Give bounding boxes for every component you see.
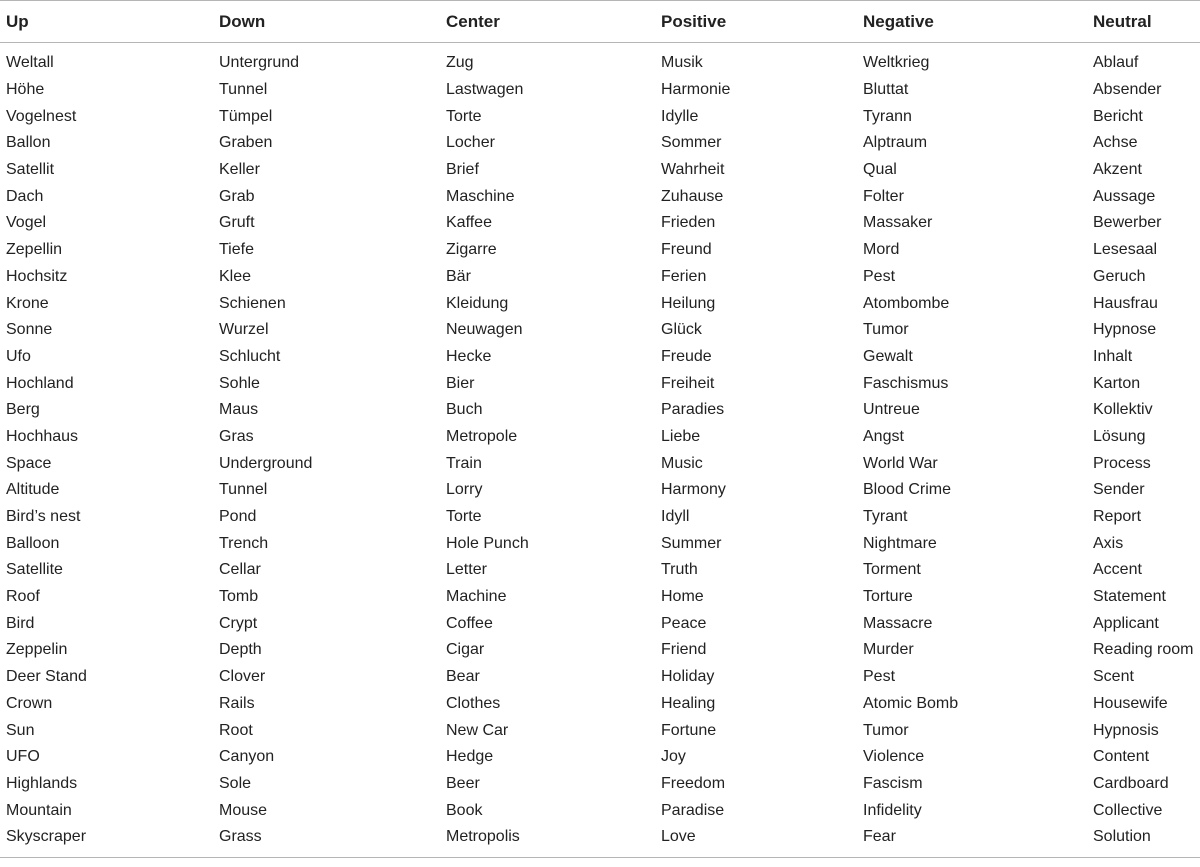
table-cell: World War — [863, 454, 938, 472]
table-cell: Freiheit — [661, 374, 715, 392]
table-cell: Keller — [219, 161, 260, 179]
table-cell: Accent — [1093, 561, 1142, 579]
table-cell: Torment — [863, 561, 921, 579]
table-cell: Maus — [219, 401, 259, 419]
table-cell: Untreue — [863, 401, 920, 419]
table-cell: Pest — [863, 267, 896, 285]
table-cell: Crown — [6, 694, 53, 712]
table-cell: Hausfrau — [1093, 294, 1158, 312]
table-cell: Kleidung — [446, 294, 509, 312]
table-cell: Beer — [446, 774, 480, 792]
table-row — [0, 637, 1200, 664]
table-cell: Lorry — [446, 481, 483, 499]
table-cell: Atomic Bomb — [863, 694, 959, 712]
table-cell: Depth — [219, 641, 262, 659]
table-cell: Zigarre — [446, 241, 497, 259]
table-cell: Absender — [1093, 81, 1162, 99]
table-row — [0, 744, 1200, 771]
table-cell: Berg — [6, 401, 40, 419]
table-row — [0, 610, 1200, 637]
table-cell: Highlands — [6, 774, 78, 792]
table-cell: Idyll — [661, 508, 690, 526]
table-cell: Locher — [446, 134, 495, 152]
table-cell: Hedge — [446, 748, 494, 766]
table-cell: Grab — [219, 187, 255, 205]
table-cell: Summer — [661, 534, 722, 552]
table-cell: Metropole — [446, 427, 518, 445]
table-cell: Blood Crime — [863, 481, 952, 499]
table-cell: Sole — [219, 774, 252, 792]
table-row — [0, 824, 1200, 857]
table-cell: Tyrant — [863, 508, 908, 526]
table-row — [0, 290, 1200, 317]
table-cell: Hochland — [6, 374, 74, 392]
table-row — [0, 717, 1200, 744]
table-cell: Holiday — [661, 668, 715, 686]
table-cell: Liebe — [661, 427, 701, 445]
table-cell: Satellite — [6, 561, 63, 579]
table-row — [0, 530, 1200, 557]
table-cell: Fascism — [863, 774, 923, 792]
table-cell: Mord — [863, 241, 900, 259]
table-cell: Fear — [863, 828, 896, 846]
table-cell: Wurzel — [219, 321, 269, 339]
table-row — [0, 557, 1200, 584]
table-cell: Collective — [1093, 801, 1163, 819]
table-cell: Krone — [6, 294, 49, 312]
table-cell: Tyrann — [863, 107, 912, 125]
table-cell: Qual — [863, 161, 897, 179]
table-cell: Freedom — [661, 774, 726, 792]
table-cell: Housewife — [1093, 694, 1168, 712]
table-cell: Pond — [219, 508, 257, 526]
table-cell: Gruft — [219, 214, 255, 232]
column-header-positive: Positive — [661, 11, 727, 31]
table-cell: Trench — [219, 534, 269, 552]
table-cell: Cellar — [219, 561, 261, 579]
table-cell: Gras — [219, 427, 254, 445]
table-cell: Friend — [661, 641, 707, 659]
table-cell: Joy — [661, 748, 686, 766]
table-row — [0, 397, 1200, 424]
table-cell: Hypnose — [1093, 321, 1157, 339]
table-row — [0, 157, 1200, 184]
table-cell: Machine — [446, 588, 507, 606]
table-cell: Truth — [661, 561, 698, 579]
table-cell: Tümpel — [219, 107, 273, 125]
table-cell: Metropolis — [446, 828, 520, 846]
table-cell: New Car — [446, 721, 509, 739]
table-cell: Nightmare — [863, 534, 937, 552]
table-cell: Brief — [446, 161, 479, 179]
table-cell: Hecke — [446, 347, 492, 365]
table-cell: Infidelity — [863, 801, 922, 819]
table-row — [0, 584, 1200, 611]
table-cell: Lesesaal — [1093, 241, 1158, 259]
table-cell: Bär — [446, 267, 471, 285]
table-row — [0, 43, 1200, 77]
table-cell: Folter — [863, 187, 904, 205]
table-row — [0, 691, 1200, 718]
table-row — [0, 797, 1200, 824]
table-cell: Massacre — [863, 614, 933, 632]
table-cell: Sohle — [219, 374, 260, 392]
table-cell: Harmonie — [661, 81, 731, 99]
table-cell: Ablauf — [1093, 54, 1139, 72]
table-cell: Peace — [661, 614, 707, 632]
table-cell: Dach — [6, 187, 44, 205]
table-cell: Letter — [446, 561, 487, 579]
table-cell: Musik — [661, 54, 703, 72]
table-cell: Deer Stand — [6, 668, 87, 686]
table-cell: Aussage — [1093, 187, 1156, 205]
table-cell: Content — [1093, 748, 1150, 766]
table-cell: Tunnel — [219, 481, 268, 499]
table-cell: Music — [661, 454, 703, 472]
table-cell: Skyscraper — [6, 828, 87, 846]
table-cell: Höhe — [6, 81, 45, 99]
table-cell: Gewalt — [863, 347, 913, 365]
table-cell: Torte — [446, 508, 482, 526]
table-cell: Achse — [1093, 134, 1138, 152]
table-cell: Zuhause — [661, 187, 724, 205]
table-cell: Zepellin — [6, 241, 63, 259]
table-cell: Tumor — [863, 321, 909, 339]
table-cell: Coffee — [446, 614, 493, 632]
table-cell: Untergrund — [219, 54, 300, 72]
table-cell: Underground — [219, 454, 313, 472]
table-cell: Bird’s nest — [6, 508, 81, 526]
table-cell: Tomb — [219, 588, 259, 606]
table-cell: Clover — [219, 668, 266, 686]
table-cell: Process — [1093, 454, 1151, 472]
table-cell: Angst — [863, 427, 904, 445]
table-row — [0, 450, 1200, 477]
table-cell: Grass — [219, 828, 262, 846]
table-cell: Ufo — [6, 347, 31, 365]
table-body — [0, 43, 1200, 858]
table-cell: Freude — [661, 347, 712, 365]
table-cell: Heilung — [661, 294, 716, 312]
table-cell: Fortune — [661, 721, 717, 739]
table-cell: Axis — [1093, 534, 1124, 552]
table-cell: Satellit — [6, 161, 55, 179]
table-cell: Maschine — [446, 187, 515, 205]
column-header-up: Up — [6, 11, 29, 31]
table-cell: Lösung — [1093, 427, 1146, 445]
table-cell: Geruch — [1093, 267, 1146, 285]
table-cell: Bird — [6, 614, 35, 632]
table-cell: Train — [446, 454, 482, 472]
table-cell: Balloon — [6, 534, 60, 552]
table-cell: Report — [1093, 508, 1142, 526]
table-cell: Cigar — [446, 641, 485, 659]
table-cell: Sommer — [661, 134, 722, 152]
table-cell: Bier — [446, 374, 475, 392]
table-row — [0, 477, 1200, 504]
table-row — [0, 130, 1200, 157]
table-cell: Sender — [1093, 481, 1145, 499]
table-cell: Applicant — [1093, 614, 1159, 632]
table-cell: Pest — [863, 668, 896, 686]
table-row — [0, 344, 1200, 371]
table-cell: Tumor — [863, 721, 909, 739]
table-cell: Tunnel — [219, 81, 268, 99]
table-cell: UFO — [6, 748, 40, 766]
table-cell: Hochhaus — [6, 427, 79, 445]
table-cell: Neuwagen — [446, 321, 523, 339]
table-cell: Vogelnest — [6, 107, 77, 125]
table-cell: Zug — [446, 54, 474, 72]
table-cell: Frieden — [661, 214, 716, 232]
table-row — [0, 664, 1200, 691]
table-cell: Violence — [863, 748, 925, 766]
table-row — [0, 771, 1200, 798]
table-row — [0, 237, 1200, 264]
table-cell: Book — [446, 801, 483, 819]
table-row — [0, 504, 1200, 531]
table-cell: Torture — [863, 588, 913, 606]
table-cell: Idylle — [661, 107, 699, 125]
table-cell: Faschismus — [863, 374, 949, 392]
table-cell: Klee — [219, 267, 252, 285]
table-row — [0, 210, 1200, 237]
table-row — [0, 370, 1200, 397]
table-cell: Murder — [863, 641, 914, 659]
table-cell: Sonne — [6, 321, 53, 339]
table-cell: Ballon — [6, 134, 51, 152]
table-cell: Space — [6, 454, 52, 472]
table-cell: Akzent — [1093, 161, 1142, 179]
table-cell: Weltall — [6, 54, 54, 72]
table-row — [0, 77, 1200, 104]
table-cell: Rails — [219, 694, 255, 712]
column-header-neutral: Neutral — [1093, 11, 1152, 31]
table-cell: Scent — [1093, 668, 1134, 686]
table-cell: Karton — [1093, 374, 1141, 392]
table-cell: Vogel — [6, 214, 47, 232]
table-cell: Solution — [1093, 828, 1151, 846]
table-cell: Lastwagen — [446, 81, 524, 99]
table-cell: Alptraum — [863, 134, 928, 152]
table-cell: Reading room — [1093, 641, 1194, 659]
table-cell: Mouse — [219, 801, 268, 819]
column-header-center: Center — [446, 11, 500, 31]
table-row — [0, 317, 1200, 344]
table-cell: Hole Punch — [446, 534, 529, 552]
table-cell: Schlucht — [219, 347, 281, 365]
table-row — [0, 424, 1200, 451]
table-row — [0, 183, 1200, 210]
table-cell: Paradise — [661, 801, 725, 819]
table-row — [0, 264, 1200, 291]
table-cell: Freund — [661, 241, 712, 259]
table-cell: Canyon — [219, 748, 275, 766]
table-cell: Altitude — [6, 481, 60, 499]
table-cell: Home — [661, 588, 704, 606]
table-cell: Wahrheit — [661, 161, 725, 179]
table-cell: Statement — [1093, 588, 1166, 606]
table-cell: Bewerber — [1093, 214, 1162, 232]
table-cell: Healing — [661, 694, 716, 712]
table-cell: Root — [219, 721, 253, 739]
table-header-row — [0, 1, 1200, 43]
table-cell: Bear — [446, 668, 480, 686]
table-cell: Roof — [6, 588, 40, 606]
table-cell: Weltkrieg — [863, 54, 930, 72]
table-cell: Inhalt — [1093, 347, 1133, 365]
column-header-down: Down — [219, 11, 266, 31]
table-cell: Love — [661, 828, 696, 846]
table-cell: Glück — [661, 321, 702, 339]
table-cell: Crypt — [219, 614, 258, 632]
table-cell: Massaker — [863, 214, 933, 232]
table-cell: Kollektiv — [1093, 401, 1153, 419]
table-cell: Harmony — [661, 481, 726, 499]
table-cell: Graben — [219, 134, 273, 152]
table-cell: Clothes — [446, 694, 501, 712]
table-cell: Cardboard — [1093, 774, 1169, 792]
table-row — [0, 103, 1200, 130]
table-cell: Hochsitz — [6, 267, 68, 285]
table-cell: Ferien — [661, 267, 707, 285]
table-cell: Schienen — [219, 294, 286, 312]
table-cell: Paradies — [661, 401, 725, 419]
table-cell: Hypnosis — [1093, 721, 1159, 739]
table-cell: Bluttat — [863, 81, 909, 99]
table-cell: Sun — [6, 721, 35, 739]
table-cell: Bericht — [1093, 107, 1143, 125]
table-cell: Zeppelin — [6, 641, 68, 659]
table-cell: Mountain — [6, 801, 72, 819]
table-cell: Torte — [446, 107, 482, 125]
table-cell: Kaffee — [446, 214, 492, 232]
table-cell: Tiefe — [219, 241, 254, 259]
column-header-negative: Negative — [863, 11, 934, 31]
table-cell: Atombombe — [863, 294, 950, 312]
table-cell: Buch — [446, 401, 483, 419]
